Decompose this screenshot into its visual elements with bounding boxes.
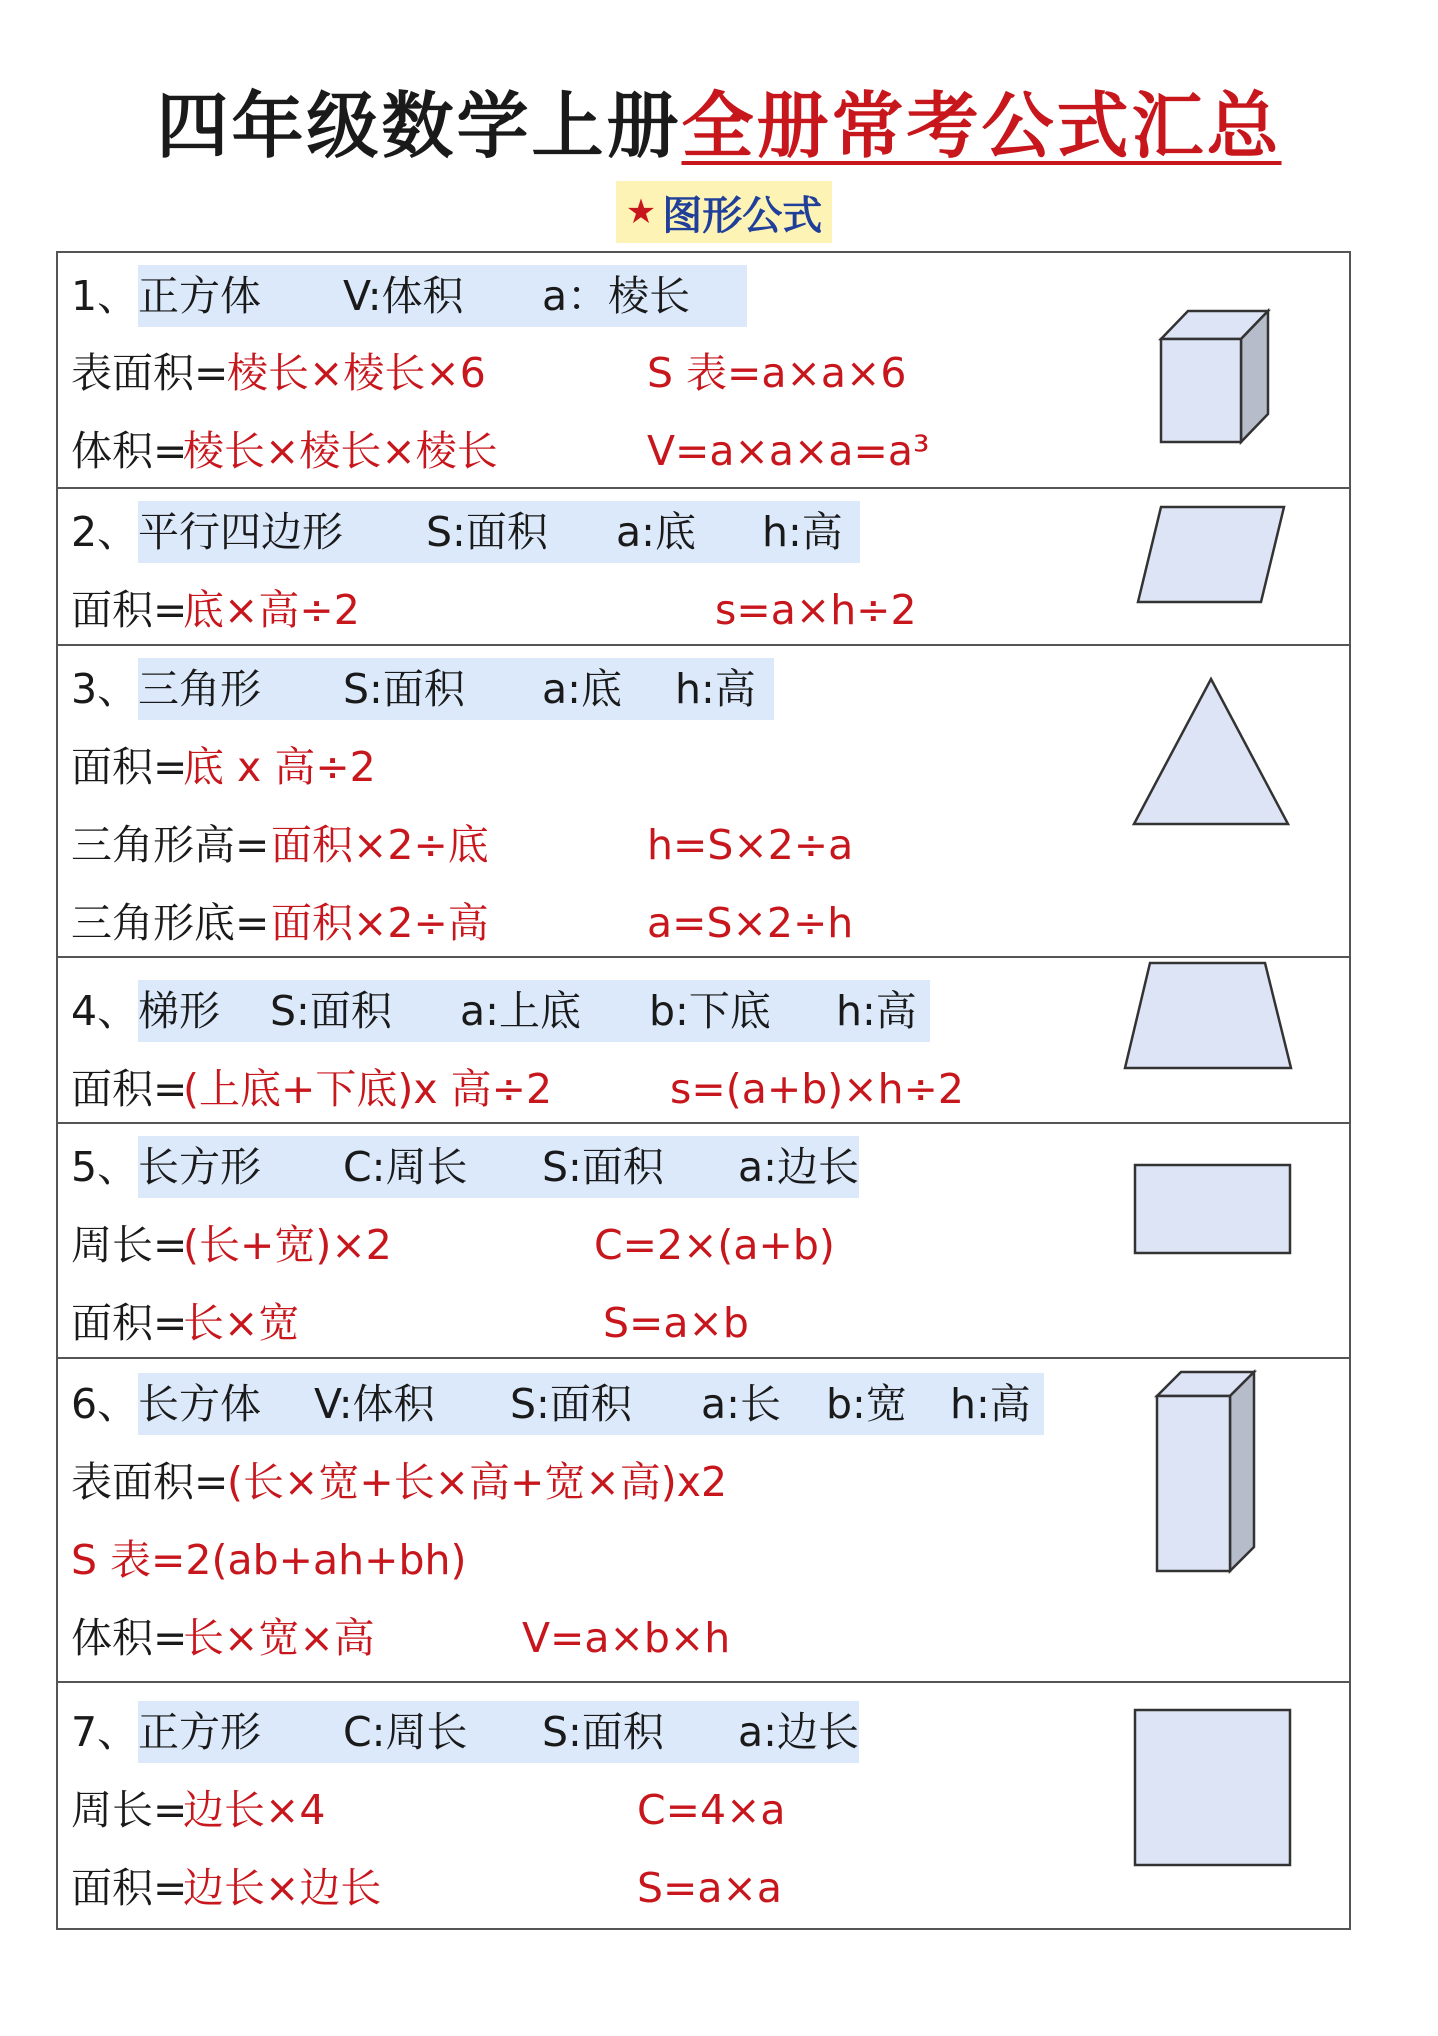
formula-text: 边长×边长	[183, 1864, 382, 1912]
var-b: b:下底	[649, 987, 771, 1035]
formula-text: 长×宽	[183, 1299, 300, 1347]
formula-label: 周长=	[71, 1221, 188, 1269]
var-s: S:面积	[270, 987, 392, 1035]
var-v: V:体积	[343, 272, 464, 320]
var-h: h:高	[836, 987, 917, 1035]
trapezoid-shape	[1121, 958, 1296, 1072]
formula-symbol: V=a×b×h	[522, 1614, 731, 1662]
shape-name: 平行四边形	[138, 508, 343, 556]
formula-text: (上底+下底)x 高÷2	[183, 1065, 553, 1113]
shape-name: 梯形	[138, 987, 220, 1035]
section-number: 4、	[71, 980, 138, 1042]
formula-symbol: S 表=a×a×6	[647, 349, 907, 397]
parallelogram-shape	[1136, 497, 1286, 607]
section-cube	[58, 253, 1349, 489]
formula-symbol: C=4×a	[637, 1786, 786, 1834]
formula-line	[71, 420, 971, 482]
formula-label: 面积=	[71, 743, 188, 791]
section-number: 6、	[71, 1373, 138, 1435]
var-a: a:上底	[460, 987, 581, 1035]
formula-line	[71, 1214, 971, 1276]
formula-text: 底×高÷2	[183, 586, 360, 634]
shape-name: 正方形	[138, 1708, 261, 1756]
subtitle-text: 图形公式	[662, 192, 823, 239]
formula-symbol: S=a×a	[637, 1864, 782, 1912]
var-a: a:边长	[738, 1143, 859, 1191]
formula-line	[71, 1292, 971, 1354]
var-c: C:周长	[343, 1708, 468, 1756]
formula-line	[71, 1529, 971, 1591]
var-a: a:底	[542, 665, 622, 713]
var-s: S:面积	[542, 1708, 664, 1756]
section-header	[71, 658, 774, 720]
formula-label: 表面积=	[71, 349, 229, 397]
formula-line	[71, 1779, 971, 1841]
formula-symbol: C=2×(a+b)	[594, 1221, 835, 1269]
rectangle-shape	[1132, 1162, 1294, 1257]
section-square	[58, 1681, 1349, 1928]
section-number: 2、	[71, 501, 138, 563]
var-s: S:面积	[542, 1143, 664, 1191]
formula-line	[71, 1607, 971, 1669]
shape-name: 长方形	[138, 1143, 261, 1191]
formula-line	[71, 342, 971, 404]
formula-line	[71, 814, 971, 876]
var-h: h:高	[675, 665, 756, 713]
formula-text: 棱长×棱长×棱长	[183, 427, 498, 475]
var-h: h:高	[950, 1380, 1031, 1428]
var-v: V:体积	[314, 1380, 435, 1428]
formula-line	[71, 1058, 1011, 1120]
formula-label: 体积=	[71, 1614, 188, 1662]
section-header	[71, 1373, 1044, 1435]
formula-label: 面积=	[71, 586, 188, 634]
formula-text: 长×宽×高	[183, 1614, 375, 1662]
formula-label: 面积=	[71, 1864, 188, 1912]
shape-name: 三角形	[138, 665, 261, 713]
formula-line	[71, 736, 971, 798]
formula-text: (长+宽)×2	[183, 1221, 392, 1269]
page-title	[0, 76, 1438, 176]
var-c: C:周长	[343, 1143, 468, 1191]
title-highlight: 全册常考公式汇总	[681, 84, 1282, 168]
formula-label: 周长=	[71, 1786, 188, 1834]
formula-text: 面积×2÷高	[271, 899, 489, 947]
formula-text: (长×宽+长×高+宽×高)x2	[227, 1458, 728, 1506]
section-header	[71, 1136, 859, 1198]
formula-symbol: S=a×b	[603, 1299, 749, 1347]
section-number: 7、	[71, 1701, 138, 1763]
var-a: a:边长	[738, 1708, 859, 1756]
var-s: S:面积	[343, 665, 465, 713]
formula-text: 边长×4	[183, 1786, 326, 1834]
formula-symbol: S 表=2(ab+ah+bh)	[71, 1536, 467, 1584]
formula-label: 表面积=	[71, 1458, 229, 1506]
formula-label: 三角形高=	[71, 821, 270, 869]
section-parallelogram	[58, 487, 1349, 646]
shape-name: 长方体	[138, 1380, 261, 1428]
formula-label: 面积=	[71, 1299, 188, 1347]
formula-text: 底 x 高÷2	[183, 743, 376, 791]
formula-table	[56, 251, 1351, 1930]
section-header	[71, 265, 747, 327]
section-header	[71, 501, 860, 563]
var-s: S:面积	[426, 508, 548, 556]
section-header	[71, 1701, 859, 1763]
formula-symbol: s=(a+b)×h÷2	[670, 1065, 964, 1113]
section-number: 5、	[71, 1136, 138, 1198]
formula-label: 面积=	[71, 1065, 188, 1113]
square-shape	[1132, 1707, 1294, 1869]
formula-symbol: h=S×2÷a	[647, 821, 854, 869]
triangle-shape	[1128, 674, 1293, 829]
formula-line	[71, 892, 971, 954]
var-h: h:高	[762, 508, 843, 556]
section-subtitle	[616, 181, 832, 243]
formula-text: 面积×2÷底	[271, 821, 489, 869]
formula-symbol: a=S×2÷h	[647, 899, 854, 947]
var-s: S:面积	[510, 1380, 632, 1428]
section-cuboid	[58, 1357, 1349, 1683]
formula-label: 三角形底=	[71, 899, 270, 947]
section-rectangle	[58, 1122, 1349, 1359]
formula-line	[71, 1451, 971, 1513]
var-a: a：棱长	[542, 272, 691, 320]
formula-line	[71, 1857, 971, 1919]
formula-text: 棱长×棱长×6	[227, 349, 486, 397]
formula-symbol: V=a×a×a=a³	[647, 427, 930, 475]
formula-line	[71, 579, 971, 641]
var-a: a:底	[616, 508, 696, 556]
cuboid-shape	[1151, 1369, 1261, 1575]
var-a: a:长	[701, 1380, 781, 1428]
title-main: 四年级数学上册	[156, 84, 682, 168]
shape-name: 正方体	[138, 272, 261, 320]
section-triangle	[58, 644, 1349, 958]
formula-symbol: s=a×h÷2	[715, 586, 917, 634]
formula-label: 体积=	[71, 427, 188, 475]
star-icon: ★	[625, 192, 657, 232]
section-number: 1、	[71, 265, 138, 327]
section-header	[71, 980, 930, 1042]
var-b: b:宽	[826, 1380, 907, 1428]
section-number: 3、	[71, 658, 138, 720]
cube-shape	[1138, 303, 1288, 453]
section-trapezoid	[58, 956, 1349, 1124]
